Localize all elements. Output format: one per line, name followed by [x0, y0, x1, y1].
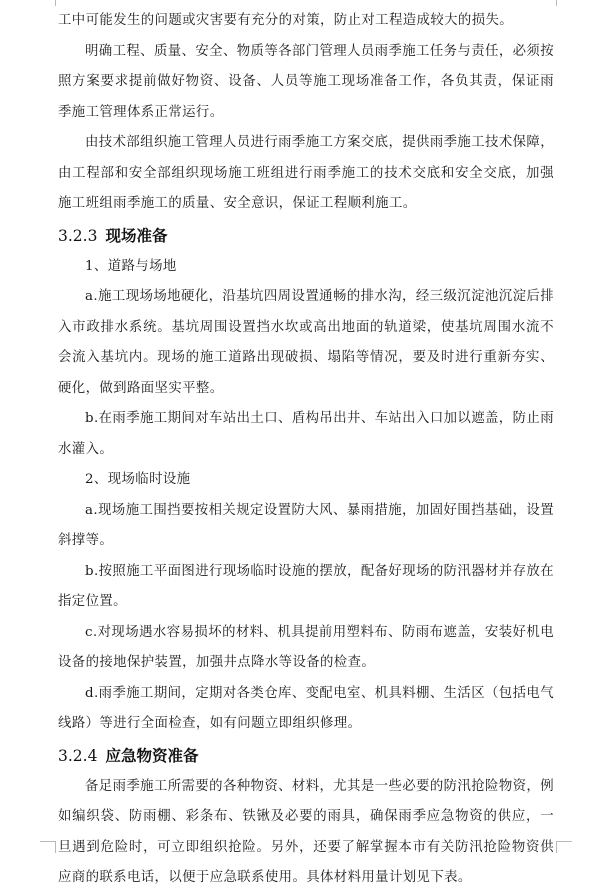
- list-item: a.施工现场场地硬化，沿基坑四周设置通畅的排水沟，经三级沉淀池沉淀后排入市政排水系统。基坑周围设置挡水坎或高出地面的轨道梁，使基坑周围水流不会流入基坑内。现场的施工道路出现破损、塌陷等情况，要及时进行重新夯实、硬化，做到路面坚实平整。: [58, 289, 554, 396]
- crop-mark-top-right-vertical: [556, 0, 557, 6]
- section-title: 应急物资准备: [105, 746, 199, 765]
- list-item: c.对现场遇水容易损坏的材料、机具提前用塑料布、防雨布遮盖，安装好机电设备的接地保护装置，加强井点降水等设备的检查。: [58, 624, 554, 670]
- document-body: [58, 6, 554, 894]
- section-heading-3-2-3: [58, 220, 554, 252]
- paragraph-technical-briefing: 由技术部组织施工管理人员进行雨季施工方案交底，提供雨季施工技术保障，由工程部和安全部组织现场施工班组进行雨季施工的技术交底和安全交底，加强施工班组雨季施工的质量、安全意识，保证工程顺利施工。: [58, 135, 554, 211]
- section-heading-3-2-4: [58, 740, 554, 772]
- section-number: 3.2.4: [58, 746, 98, 765]
- list-item: d.雨季施工期间，定期对各类仓库、变配电室、机具料棚、生活区（包括电气线路）等进行全面检查，如有问题立即组织修理。: [58, 685, 554, 731]
- paragraph-responsibility: 明确工程、质量、安全、物质等各部门管理人员雨季施工任务与责任，必须按照方案要求提前做好物资、设备、人员等施工现场准备工作，各负其责，保证雨季施工管理体系正常运行。: [58, 43, 554, 120]
- crop-mark-bottom-left-horizontal: [40, 841, 56, 842]
- paragraph-emergency-supplies: 备足雨季施工所需要的各种物资、材料，尤其是一些必要的防汛抢险物资，例如编织袋、防雨棚、彩条布、铁锹及必要的雨具，确保雨季应急物资的供应，一旦遇到危险时，可立即组织抢险。另外，还要了解掌握本市有关防汛抢险物资供应商的联系电话，以便于应急联系使用。具体材料用量计划见下表。: [58, 778, 554, 885]
- list-item: b.按照施工平面图进行现场临时设施的摆放，配备好现场的防汛器材并存放在指定位置。: [58, 563, 554, 609]
- list-item: b.在雨季施工期间对车站出土口、盾构吊出井、车站出入口加以遮盖，防止雨水灌入。: [58, 411, 554, 457]
- crop-mark-bottom-right-vertical: [556, 841, 557, 853]
- section-number: 3.2.3: [58, 226, 98, 245]
- crop-mark-bottom-left-vertical: [55, 841, 56, 853]
- subsection-title-temporary-facilities: 2、现场临时设施: [85, 472, 191, 487]
- crop-mark-top-left-vertical: [55, 0, 56, 6]
- list-item: a.现场施工围挡要按相关规定设置防大风、暴雨措施，加固好围挡基础，设置斜撑等。: [58, 502, 554, 548]
- section-title: 现场准备: [105, 226, 168, 245]
- paragraph-continuation: 工中可能发生的问题或灾害要有充分的对策，防止对工程造成较大的损失。: [58, 13, 514, 28]
- subsection-title-roads: 1、道路与场地: [85, 258, 177, 274]
- crop-mark-bottom-right-horizontal: [556, 841, 572, 842]
